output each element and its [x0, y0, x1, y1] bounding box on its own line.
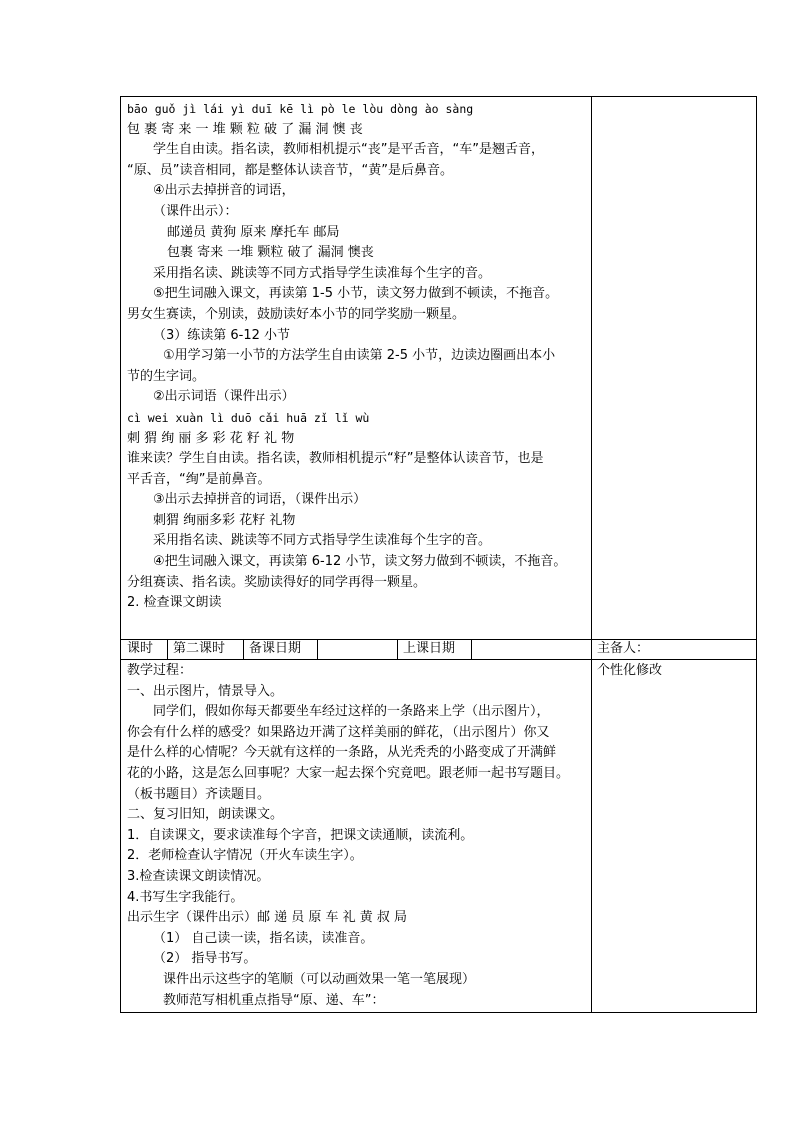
- lesson-plan-table: [120, 96, 757, 1013]
- lesson-content-part2: [127, 661, 589, 1011]
- text-line: 教学过程：: [127, 663, 193, 678]
- prep-date-label: 备课日期: [249, 641, 302, 656]
- lead-preparer-label: 主备人：: [597, 641, 650, 656]
- text-line: （板书题目）齐读题目。: [127, 786, 271, 802]
- pinyin-row: bāo guǒ jì lái yì duī kē lì pò le lòu dòng ào sàng: [127, 102, 474, 116]
- text-line: 谁来读？学生自由读。指名读，教师相机提示“籽”是整体认读音节，也是: [127, 451, 544, 467]
- cell-divider: [243, 640, 244, 659]
- text-line: 3.检查读课文朗读情况。: [127, 868, 270, 884]
- class-date-label: 上课日期: [403, 641, 456, 656]
- text-line: ④把生词融入课文，再读第 6-12 小节，读文努力做到不顿读，不拖音。: [153, 554, 567, 570]
- cell-divider: [167, 640, 168, 659]
- text-line: 1．自读课文，要求读准每个字音，把课文读通顺，读流利。: [127, 827, 474, 843]
- word-list: 包裹 寄来 一堆 颗粒 破了 漏洞 懊丧: [167, 245, 374, 261]
- text-line: 4.书写生字我能行。: [127, 889, 244, 905]
- text-line: 采用指名读、跳读等不同方式指导学生读准每个生字的音。: [153, 265, 492, 281]
- text-line: ②出示词语（课件出示）: [153, 389, 295, 405]
- pinyin-row: cì wei xuàn lì duō cǎi huā zǐ lǐ wù: [127, 410, 370, 425]
- text-line: 是什么样的心情呢？今天就有这样的一条路，从光秃秃的小路变成了开满鲜: [127, 745, 557, 761]
- word-row: 包 裹 寄 来 一 堆 颗 粒 破 了 漏 洞 懊 丧: [127, 121, 363, 137]
- cell-divider: [397, 640, 398, 659]
- text-line: （课件出示）：: [153, 203, 238, 219]
- text-line: 同学们，假如你每天都要坐车经过这样的一条路来上学（出示图片），: [153, 704, 550, 720]
- text-line: 采用指名读、跳读等不同方式指导学生读准每个生字的音。: [153, 533, 492, 549]
- section-heading: 二、复习旧知，朗读课文。: [127, 807, 284, 823]
- section-heading: （3）练读第 6-12 小节: [153, 327, 291, 343]
- second-period-label: 第二课时: [173, 641, 226, 656]
- row-divider: [121, 659, 756, 660]
- word-list: 邮递员 黄狗 原来 摩托车 邮局: [167, 224, 340, 240]
- cell-divider: [317, 640, 318, 659]
- text-line: 2．老师检查认字情况（开火车读生字）。: [127, 848, 363, 864]
- text-line: 教师范写相机重点指导“原、递、车”：: [163, 992, 385, 1008]
- text-line: （2） 指导书写。: [153, 951, 257, 967]
- word-list: 刺猬 绚丽多彩 花籽 礼物: [153, 512, 296, 528]
- text-line: 你会有什么样的感受？如果路边开满了这样美丽的鲜花，（出示图片）你又: [127, 724, 550, 740]
- text-line: “原、员”读音相同，都是整体认读音节，“黄”是后鼻音。: [127, 162, 453, 178]
- word-row: 刺 猬 绚 丽 多 彩 花 籽 礼 物: [127, 430, 295, 446]
- text-line: 分组赛读、指名读。奖励读得好的同学再得一颗星。: [127, 574, 427, 590]
- text-line: ③出示去掉拼音的词语，（课件出示）: [153, 492, 367, 508]
- text-line: ④出示去掉拼音的词语，: [153, 183, 295, 199]
- text-line: 节的生字词。: [127, 368, 206, 384]
- column-divider: [591, 97, 592, 1012]
- text-line: 课件出示这些字的笔顺（可以动画效果一笔一笔展现）: [163, 971, 476, 987]
- text-line: ①用学习第一小节的方法学生自由读第 2-5 小节，边读边圈画出本小: [163, 348, 556, 364]
- section-heading: 一、出示图片，情景导入。: [127, 683, 284, 699]
- text-line: 平舌音，“绚”是前鼻音。: [127, 471, 271, 487]
- personalized-edit-title: 个性化修改: [597, 663, 663, 678]
- lesson-content-part1: [127, 99, 589, 614]
- text-line: ⑤把生词融入课文，再读第 1-5 小节，读文努力做到不顿读，不拖音。: [153, 286, 559, 302]
- cell-divider: [471, 640, 472, 659]
- text-line: 学生自由读。指名读，教师相机提示“丧”是平舌音，“车”是翘舌音，: [153, 142, 544, 158]
- text-line: 花的小路，这是怎么回事呢？大家一起去探个究竟吧。跟老师一起书写题目。: [127, 765, 570, 781]
- text-line: 出示生字（课件出示）邮 递 员 原 车 礼 黄 叔 局: [127, 910, 408, 926]
- lesson-period-label: 课时: [127, 641, 154, 656]
- text-line: （1） 自己读一读，指名读，读准音。: [153, 930, 374, 946]
- text-line: 男女生赛读，个别读，鼓励读好本小节的同学奖励一颗星。: [127, 306, 466, 322]
- lesson-header-row: [121, 640, 591, 659]
- text-line: 2. 检查课文朗读: [127, 595, 222, 611]
